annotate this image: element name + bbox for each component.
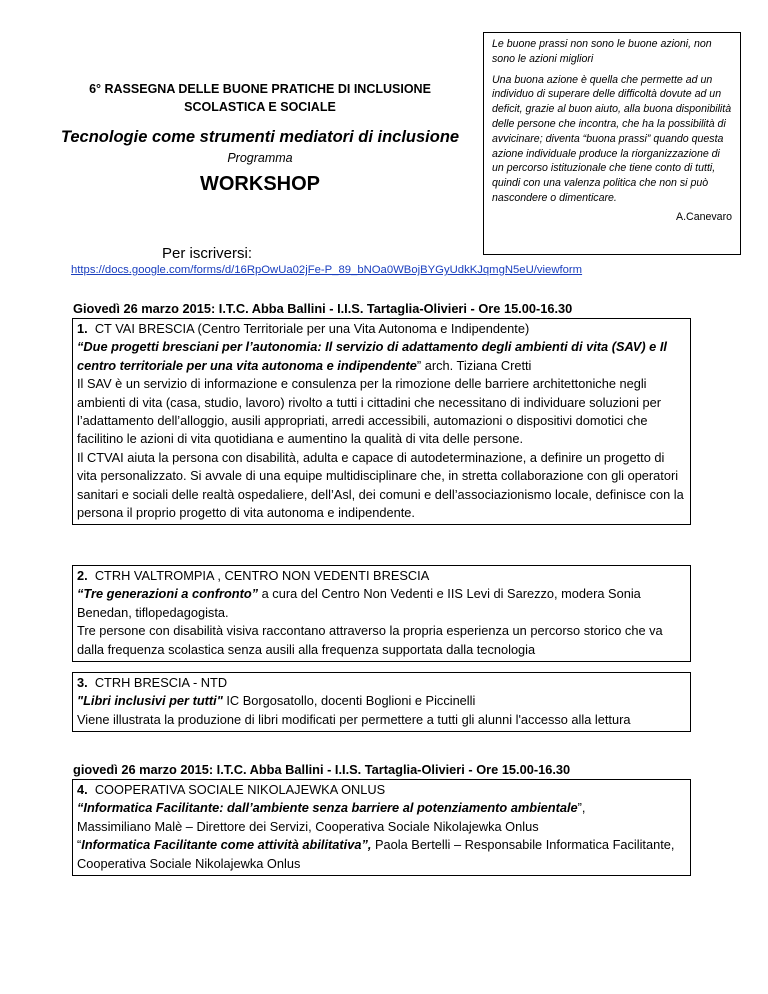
session2-date: giovedì 26 marzo 2015: I.T.C. Abba Ballini - I.I.S. Tartaglia-Olivieri - Ore 15.00-16.30 [73, 762, 571, 777]
item4-speaker2: Paola Bertelli – Responsabile Informatica Facilitante, Cooperativa Sociale Nikolajewka Onlus [77, 837, 675, 871]
item1-speaker: ” arch. Tiziana Cretti [416, 357, 532, 373]
item4-title2-open: “ [77, 837, 82, 853]
item4-title2: Informatica Facilitante come attività abilitativa [81, 837, 362, 853]
session1-date: Giovedì 26 marzo 2015: I.T.C. Abba Ballini - I.I.S. Tartaglia-Olivieri - Ore 15.00-16.30 [73, 301, 573, 316]
item4-speaker1: Massimiliano Malè – Direttore dei Servizi, Cooperativa Sociale Nikolajewka Onlus [77, 818, 539, 834]
event-title-line1: 6° RASSEGNA DELLE BUONE PRATICHE DI INCLUSIONE [89, 82, 431, 96]
quote-line1: Le buone prassi non sono le buone azioni, non sono le azioni migliori [492, 38, 712, 65]
item2-number: 2. [77, 568, 88, 583]
item4-title2-close: ”, [361, 837, 372, 853]
item3-number: 3. [77, 675, 88, 690]
workshop-item-1 [72, 318, 691, 525]
item4-title-close: ”, [577, 800, 586, 816]
item2-org: CTRH VALTROMPIA , CENTRO NON VEDENTI BRESCIA [94, 568, 430, 583]
item1-description-sav: Il SAV è un servizio di informazione e consulenza per la rimozione delle barriere architettoniche negli ambienti di vita (casa, studio, lavoro) rivolto a tutti i cittadini che necessitano di individuare soluzioni per l’adattamento dell’alloggio, ausili appropriati, arredi accessibili, automazioni o dispositivi domotici che facilitino le azioni di vita quotidiana e aumentino la qualità di vita delle persone. [77, 376, 661, 447]
event-subtitle: Tecnologie come strumenti mediatori di inclusione [60, 128, 460, 146]
workshop-heading: WORKSHOP [200, 173, 320, 195]
workshop-item-3 [72, 672, 691, 732]
item1-description-ctvai: Il CTVAI aiuta la persona con disabilità, adulta e capace di autodeterminazione, a definire un progetto di vita personalizzato. Si avvale di una equipe multidisciplinare che, in stretta collaborazione con gli operatori sanitari e sociali delle realtà ospedaliere, dell’Asl, dei comuni e dell’associazionismo locale, definisce con la persona il proprio progetto di vita autonoma e indipendente. [77, 449, 684, 521]
item1-org: CT VAI BRESCIA (Centro Territoriale per una Vita Autonoma e Indipendente) [94, 321, 530, 336]
programma-label: Programma [227, 151, 293, 165]
item3-org: CTRH BRESCIA - NTD [94, 675, 228, 690]
item2-description: Tre persone con disabilità visiva raccontano attraverso la propria esperienza un percorso storico che va dalla frequenza scolastica senza ausili alla frequenza supportata dalla tecnologia [77, 623, 663, 657]
item1-number: 1. [77, 321, 88, 336]
item3-title: "Libri inclusivi per tutti" [77, 693, 223, 709]
signup-link[interactable]: https://docs.google.com/forms/d/16RpOwUa02jFe-P_89_bNOa0WBojBYGyUdkKJqmgN5eU/viewform [71, 264, 583, 276]
item4-org: COOPERATIVA SOCIALE NIKOLAJEWKA ONLUS [94, 782, 386, 797]
item3-description: Viene illustrata la produzione di libri modificati per permettere a tutti gli alunni l'accesso alla lettura [77, 711, 631, 727]
workshop-item-4 [72, 779, 691, 876]
signup-label: Per iscriversi: [162, 245, 253, 262]
item2-title: “Tre generazioni a confronto” [77, 586, 259, 602]
item4-title: “Informatica Facilitante: dall’ambiente senza barriere al potenziamento ambientale [77, 800, 578, 816]
item1-title: “Due progetti bresciani per l’autonomia: Il servizio di adattamento degli ambienti di vita (SAV) e Il centro territoriale per una vita autonoma e indipendente [77, 339, 667, 373]
event-title [60, 80, 460, 116]
quote-box [483, 32, 741, 255]
quote-line2: Una buona azione è quella che permette ad un individuo di superare delle difficoltà dovute ad un deficit, grazie al buon aiuto, alla buona disponibilità delle persone che incontra, che ha la possibilità di avvicinare; diventa “buona prassi” quando questa azione individuale produce la riorganizzazione di un percorso istituzionale che tiene conto di tutti, quindi con una valenza politica che non si può nascondere o dimenticare. [492, 73, 732, 204]
header [60, 80, 460, 196]
item2-speaker: a cura del Centro Non Vedenti e IIS Levi di Sarezzo, modera Sonia Benedan, tiflopedagogista. [77, 586, 641, 620]
event-title-line2: SCOLASTICA E SOCIALE [184, 100, 336, 114]
quote-author: A.Canevaro [676, 210, 732, 223]
workshop-item-2 [72, 565, 691, 662]
item3-speaker: IC Borgosatollo, docenti Boglioni e Piccinelli [222, 693, 476, 709]
item4-number: 4. [77, 782, 88, 797]
